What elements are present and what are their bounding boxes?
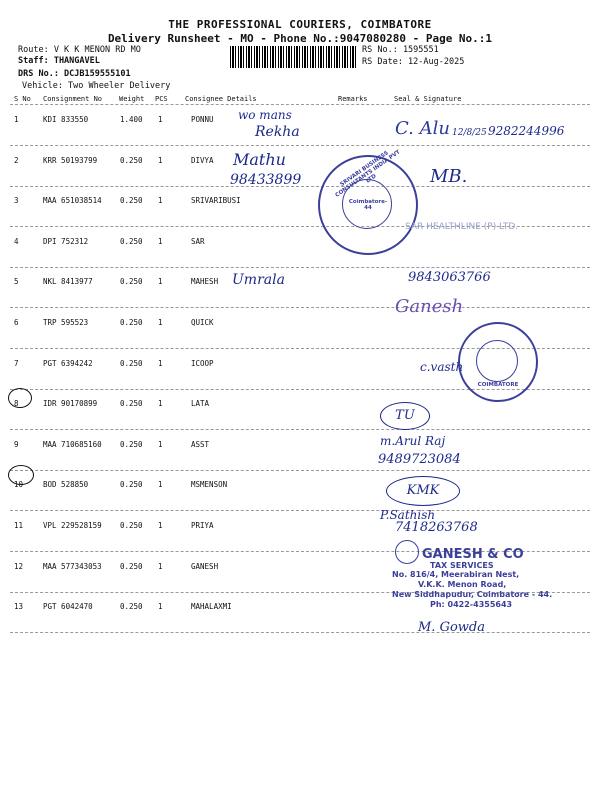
cell-weight: 0.250 bbox=[120, 155, 143, 165]
cell-weight: 1.400 bbox=[120, 115, 143, 124]
cell-sno: 2 bbox=[14, 155, 19, 165]
handwritten-remark: wo mans bbox=[238, 108, 292, 122]
signature: KMK bbox=[386, 476, 460, 506]
cell-pcs: 1 bbox=[158, 561, 163, 571]
cell-weight: 0.250 bbox=[120, 561, 143, 571]
cell-pcs: 1 bbox=[158, 277, 163, 287]
cell-sno: 3 bbox=[14, 196, 19, 206]
cell-sno: 8 bbox=[14, 399, 19, 409]
cell-sno: 4 bbox=[14, 236, 19, 246]
handwritten-date: 12/8/25 bbox=[452, 128, 487, 138]
cell-sno: 13 bbox=[14, 602, 24, 612]
stamp-line: New Siddhapudur, Coimbatore - 44. bbox=[392, 590, 553, 599]
cell-cons: DPI 752312 bbox=[43, 236, 89, 246]
cell-cons: TRP 595523 bbox=[43, 318, 89, 327]
cell-sno: 11 bbox=[14, 521, 24, 530]
cell-weight: 0.250 bbox=[120, 602, 143, 612]
barcode bbox=[230, 46, 356, 68]
cell-name: MAHALAXMI bbox=[191, 602, 232, 612]
handwritten-name: m.Arul Raj bbox=[380, 434, 446, 448]
handwritten-phone: 98433899 bbox=[230, 172, 302, 188]
cell-sno: 7 bbox=[14, 358, 19, 368]
cell-pcs: 1 bbox=[158, 602, 163, 612]
signature: c.vasth bbox=[420, 360, 464, 374]
signature: Ganesh bbox=[395, 296, 464, 317]
signature: Umrala bbox=[232, 272, 285, 288]
cell-cons: VPL 229528159 bbox=[43, 521, 102, 530]
cell-pcs: 1 bbox=[158, 196, 163, 206]
cell-name: MAHESH bbox=[191, 277, 219, 287]
route-info: Route: V K K MENON RD MO bbox=[18, 45, 141, 55]
cell-cons: MAA 651038514 bbox=[43, 196, 102, 206]
cell-sno: 10 bbox=[14, 480, 24, 490]
cell-weight: 0.250 bbox=[120, 318, 143, 327]
cell-name: MSMENSON bbox=[191, 480, 228, 490]
cell-cons: MAA 577343053 bbox=[43, 561, 102, 571]
cell-cons: MAA 710685160 bbox=[43, 439, 102, 449]
cell-name: PRIYA bbox=[191, 521, 214, 530]
round-stamp bbox=[318, 149, 418, 255]
staff-info: Staff: THANGAVEL bbox=[18, 56, 100, 66]
cell-sno: 1 bbox=[14, 115, 19, 124]
cell-name: SRIVARIBUSI bbox=[191, 196, 241, 206]
cell-pcs: 1 bbox=[158, 236, 163, 246]
handwritten-remark: Rekha bbox=[255, 124, 300, 140]
table-row bbox=[0, 186, 600, 226]
col-pcs: PCS bbox=[155, 95, 168, 103]
col-consignment: Consignment No bbox=[43, 95, 103, 103]
cell-pcs: 1 bbox=[158, 358, 163, 368]
col-seal: Seal & Signature bbox=[394, 95, 462, 103]
stamp-text: SRIVARI BUSINESS CONSULTANTS INDIA PVT LTD bbox=[334, 149, 402, 199]
cell-weight: 0.250 bbox=[120, 521, 143, 530]
stamp-company-name: GANESH & CO bbox=[422, 547, 524, 562]
cell-name: QUICK bbox=[191, 318, 214, 327]
table-row bbox=[0, 227, 600, 267]
drs-info: DRS No.: DCJB159555101 bbox=[18, 69, 131, 79]
stamp-line: No. 816/4, Meerabiran Nest, bbox=[392, 570, 520, 579]
cell-cons: NKL 8413977 bbox=[43, 277, 93, 287]
cell-cons: IDR 90170899 bbox=[43, 399, 98, 409]
circled-serial-mark bbox=[8, 465, 34, 485]
cell-pcs: 1 bbox=[158, 521, 163, 530]
cell-sno: 6 bbox=[14, 318, 19, 327]
cell-pcs: 1 bbox=[158, 318, 163, 327]
cell-pcs: 1 bbox=[158, 439, 163, 449]
stamp-logo-icon bbox=[395, 540, 419, 564]
cell-pcs: 1 bbox=[158, 115, 163, 124]
cell-sno: 5 bbox=[14, 277, 19, 287]
cell-name: DIVYA bbox=[191, 155, 214, 165]
cell-pcs: 1 bbox=[158, 155, 163, 165]
signature: TU bbox=[380, 402, 430, 430]
vehicle-info: Vehicle: Two Wheeler Delivery bbox=[22, 81, 171, 91]
cell-name: ICOOP bbox=[191, 358, 214, 368]
handwritten-remark: Mathu bbox=[233, 150, 286, 169]
table-row bbox=[0, 430, 600, 470]
cell-cons: KDI 833550 bbox=[43, 115, 89, 124]
cell-name: SAR bbox=[191, 236, 205, 246]
cell-name: LATA bbox=[191, 399, 210, 409]
rs-date: RS Date: 12-Aug-2025 bbox=[362, 57, 465, 67]
signature: M. Gowda bbox=[418, 620, 485, 635]
cell-weight: 0.250 bbox=[120, 196, 143, 206]
signature: MB. bbox=[430, 166, 468, 187]
cell-name: ASST bbox=[191, 439, 210, 449]
faded-stamp: SAR HEALTHLINE (P) LTD. bbox=[405, 222, 519, 232]
handwritten-phone: 7418263768 bbox=[395, 520, 478, 535]
table-row bbox=[0, 267, 600, 307]
cell-sno: 9 bbox=[14, 439, 19, 449]
cell-cons: KRR 50193799 bbox=[43, 155, 98, 165]
round-stamp bbox=[458, 322, 538, 402]
cell-cons: PGT 6394242 bbox=[43, 358, 93, 368]
cell-cons: BOD 528850 bbox=[43, 480, 89, 490]
cell-cons: PGT 6042470 bbox=[43, 602, 93, 612]
cell-pcs: 1 bbox=[158, 399, 163, 409]
cell-weight: 0.250 bbox=[120, 480, 143, 490]
col-weight: Weight bbox=[119, 95, 145, 103]
stamp-line: Ph: 0422-4355643 bbox=[430, 600, 513, 609]
cell-weight: 0.250 bbox=[120, 439, 143, 449]
rs-number: RS No.: 1595551 bbox=[362, 45, 439, 55]
table-row bbox=[0, 511, 600, 551]
cell-name: PONNU bbox=[191, 115, 214, 124]
handwritten-phone: 9282244996 bbox=[488, 124, 565, 138]
col-consignee: Consignee Details bbox=[185, 95, 257, 103]
page-title: THE PROFESSIONAL COURIERS, COIMBATORE bbox=[168, 18, 432, 31]
cell-weight: 0.250 bbox=[120, 236, 143, 246]
stamp-line: TAX SERVICES bbox=[430, 561, 494, 570]
stamp-text: Coimbatore-44 bbox=[348, 199, 388, 211]
row-divider bbox=[10, 632, 590, 633]
cell-weight: 0.250 bbox=[120, 358, 143, 368]
cell-sno: 12 bbox=[14, 561, 24, 571]
page-subtitle: Delivery Runsheet - MO - Phone No.:9047080280 - Page No.:1 bbox=[107, 32, 493, 45]
table-row bbox=[0, 470, 600, 510]
handwritten-phone: 9843063766 bbox=[408, 270, 491, 285]
signature: C. Alu bbox=[395, 118, 450, 139]
col-sno: S No bbox=[14, 95, 31, 103]
stamp-line: V.K.K. Menon Road, bbox=[418, 580, 507, 589]
circled-serial-mark bbox=[8, 388, 32, 408]
cell-pcs: 1 bbox=[158, 480, 163, 490]
handwritten-phone: 9489723084 bbox=[378, 452, 461, 467]
cell-weight: 0.250 bbox=[120, 399, 143, 409]
cell-weight: 0.250 bbox=[120, 277, 143, 287]
stamp-text: COIMBATORE bbox=[477, 382, 519, 388]
col-remarks: Remarks bbox=[338, 95, 368, 103]
cell-name: GANESH bbox=[191, 561, 219, 571]
handwritten-name: P.Sathish bbox=[380, 508, 436, 522]
